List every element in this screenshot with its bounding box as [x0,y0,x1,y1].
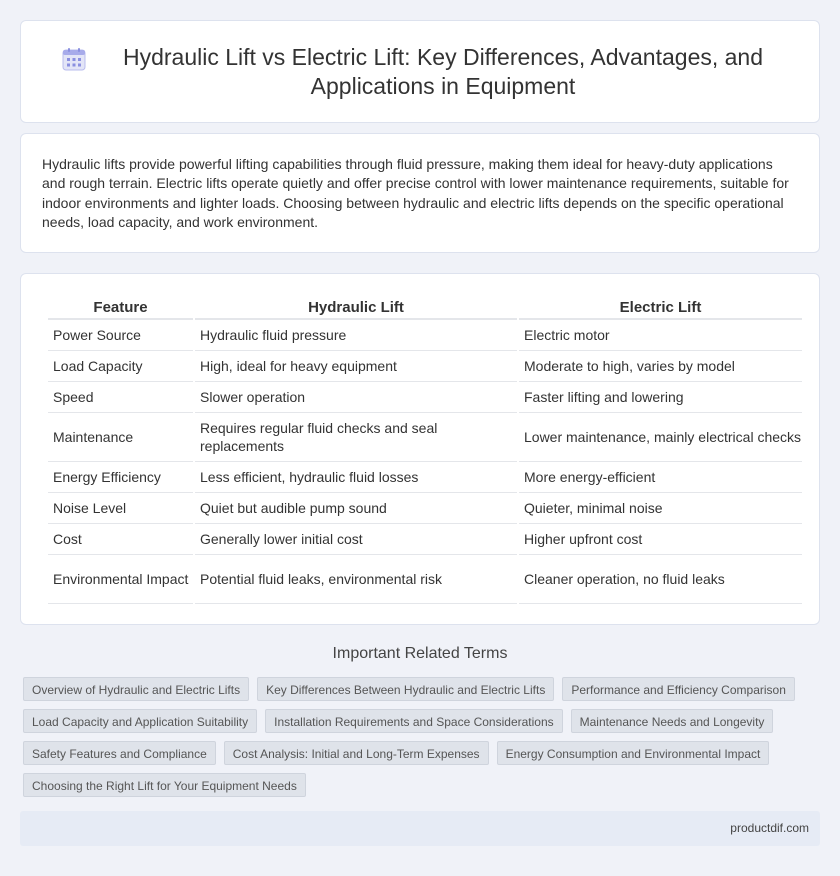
table-cell: High, ideal for heavy equipment [195,351,517,382]
table-cell: Less efficient, hydraulic fluid losses [195,462,517,493]
table-cell: Moderate to high, varies by model [519,351,802,382]
table-cell: Quiet but audible pump sound [195,493,517,524]
table-cell: Requires regular fluid checks and seal replacements [195,413,517,462]
page-title: Hydraulic Lift vs Electric Lift: Key Differences, Advantages, and Applications in Equipment [122,43,764,99]
column-header-feature: Feature [48,296,193,320]
table-cell: Cleaner operation, no fluid leaks [519,555,802,604]
table-row [48,351,802,382]
table-cell: Faster lifting and lowering [519,382,802,413]
related-term-tag[interactable]: Maintenance Needs and Longevity [571,709,774,733]
table-cell: Generally lower initial cost [195,524,517,555]
table-cell: Hydraulic fluid pressure [195,320,517,351]
table-cell: Load Capacity [48,351,193,382]
table-cell: Higher upfront cost [519,524,802,555]
table-cell: Power Source [48,320,193,351]
table-cell: Potential fluid leaks, environmental risk [195,555,517,604]
table-cell: Cost [48,524,193,555]
table-row [48,413,802,462]
table-row [48,524,802,555]
table-cell: Energy Efficiency [48,462,193,493]
table-cell: Environmental Impact [48,555,193,604]
table-cell: Noise Level [48,493,193,524]
intro-card [20,133,820,253]
table-cell: Maintenance [48,413,193,462]
related-terms-heading: Important Related Terms [332,645,508,662]
footer-site-name: productdif.com [730,821,809,835]
related-term-tag[interactable]: Energy Consumption and Environmental Impact [497,741,770,765]
related-term-tag[interactable]: Choosing the Right Lift for Your Equipment Needs [23,773,306,797]
related-term-tag[interactable]: Key Differences Between Hydraulic and Electric Lifts [257,677,554,701]
table-row [48,555,802,604]
related-term-tag[interactable]: Safety Features and Compliance [23,741,216,765]
table-cell: Quieter, minimal noise [519,493,802,524]
table-cell: Lower maintenance, mainly electrical checks [519,413,802,462]
table-row [48,382,802,413]
related-term-tag[interactable]: Performance and Efficiency Comparison [562,677,795,701]
column-header-hydraulic: Hydraulic Lift [195,296,517,320]
related-term-tag[interactable]: Overview of Hydraulic and Electric Lifts [23,677,249,701]
comparison-card [20,273,820,625]
related-terms-list [23,677,813,797]
intro-paragraph: Hydraulic lifts provide powerful lifting capabilities through fluid pressure, making them ideal for heavy-duty applications and rough terrain. Electric lifts operate quietly and offer precise control with lower maintenance requirements, suitable for indoor environments and lighter loads. Choosing between hydraulic and electric lifts depends on the specific operational needs, load capacity, and work environment. [42,156,789,231]
related-term-tag[interactable]: Cost Analysis: Initial and Long-Term Expenses [224,741,489,765]
table-cell: Slower operation [195,382,517,413]
column-header-electric: Electric Lift [519,296,802,320]
table-row [48,320,802,351]
footer-bar [20,811,820,846]
title-card [20,20,820,123]
table-row [48,493,802,524]
related-term-tag[interactable]: Load Capacity and Application Suitability [23,709,257,733]
table-cell: More energy-efficient [519,462,802,493]
table-cell: Electric motor [519,320,802,351]
calendar-grid-icon [61,46,87,72]
comparison-table [46,296,804,604]
table-row [48,462,802,493]
related-term-tag[interactable]: Installation Requirements and Space Considerations [265,709,563,733]
table-cell: Speed [48,382,193,413]
table-header-row [48,296,802,320]
